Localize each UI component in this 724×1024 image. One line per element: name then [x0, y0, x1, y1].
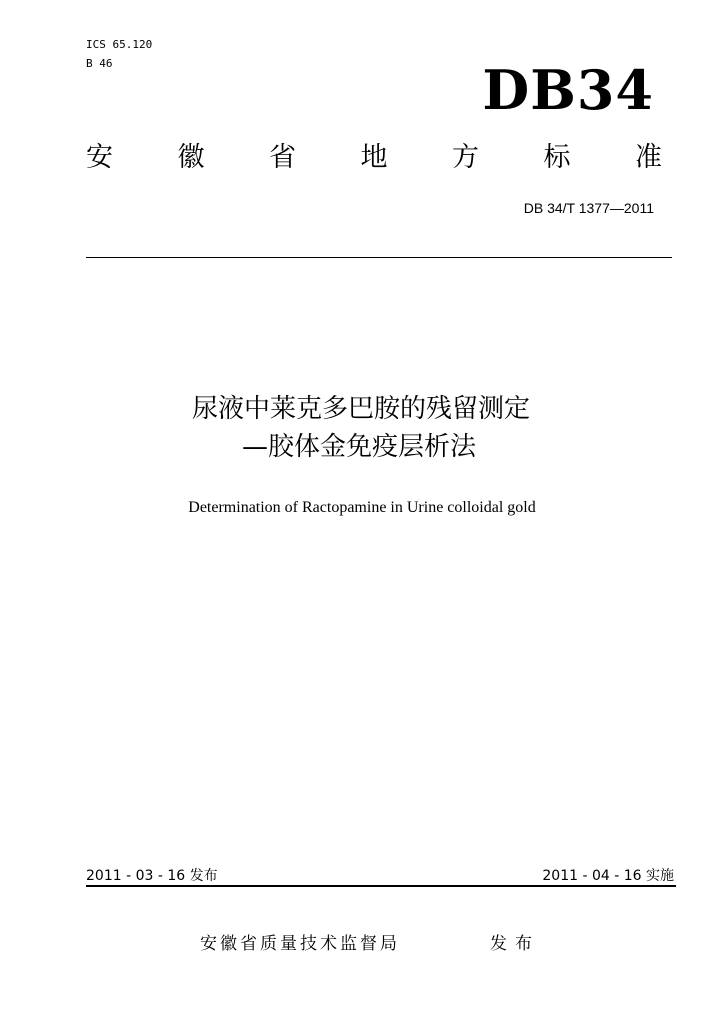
- ics-code: ICS 65.120: [86, 38, 153, 51]
- english-title: Determination of Ractopamine in Urine colloidal gold: [188, 499, 536, 516]
- standard-type-char: 准: [635, 142, 662, 173]
- chinese-title-line1: 尿液中莱克多巴胺的残留测定: [191, 394, 530, 424]
- effective-date: 2011 - 04 - 16 实施: [542, 868, 674, 884]
- standard-type-char: 标: [543, 142, 571, 173]
- standard-number: DB 34/T 1377—2011: [523, 200, 654, 216]
- chinese-title: [0, 390, 724, 466]
- standard-type-char: 省: [269, 142, 296, 173]
- standard-type-char: 安: [86, 142, 113, 173]
- issuing-authority: 安徽省质量技术监督局: [200, 934, 400, 954]
- issue-date: 2011 - 03 - 16 发布: [86, 868, 218, 884]
- standard-type-char: 方: [452, 142, 479, 173]
- standard-type: [86, 140, 662, 176]
- footer-divider: [86, 885, 676, 887]
- standard-type-char: 徽: [177, 142, 205, 173]
- header-divider: [86, 257, 672, 258]
- standard-type-char: 地: [360, 142, 388, 173]
- chinese-title-line2: —胶体金免疫层析法: [241, 432, 476, 462]
- issue-label: 发布: [490, 934, 540, 954]
- standard-logo: DB34: [482, 58, 654, 122]
- ccs-code: B 46: [86, 57, 113, 70]
